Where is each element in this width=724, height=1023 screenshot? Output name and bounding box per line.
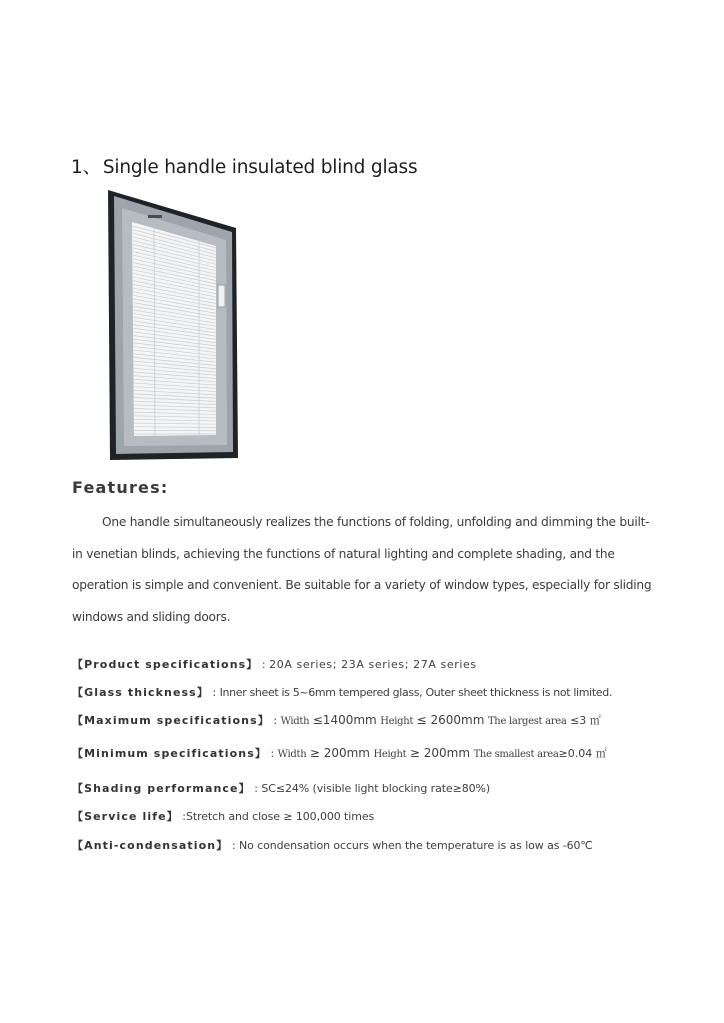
spec-width-label: Width xyxy=(277,749,307,760)
handle-icon xyxy=(218,285,225,307)
spec-product xyxy=(72,656,477,672)
spec-label: 【Maximum specifications】 xyxy=(72,714,270,727)
spec-value: No condensation occurs when the temperature is as low as -60℃ xyxy=(239,839,593,852)
spec-sep: : xyxy=(261,658,266,671)
spec-area-value: ≥0.04 ㎡ xyxy=(558,747,607,760)
spec-service-life xyxy=(72,808,374,824)
spec-value: 20A series; 23A series; 27A series xyxy=(269,658,477,671)
section-number: 1、 xyxy=(71,157,101,178)
features-paragraph xyxy=(72,507,672,633)
spec-width-value: ≤1400mm xyxy=(312,713,377,727)
spec-height-value: ≤ 2600mm xyxy=(416,713,485,727)
spec-value: Stretch and close ≥ 100,000 times xyxy=(185,810,375,823)
spec-label: 【Shading performance】 xyxy=(72,782,251,795)
product-image-window-blinds xyxy=(104,188,244,462)
features-line: windows and sliding doors. xyxy=(72,609,231,624)
spec-label: 【Minimum specifications】 xyxy=(72,747,267,760)
spec-area-label: The largest area xyxy=(487,716,567,727)
spec-shading xyxy=(72,780,490,796)
spec-sep: : xyxy=(212,686,217,699)
spec-value: Inner sheet is 5~6mm tempered glass, Outer sheet thickness is not limited. xyxy=(219,686,612,699)
spec-value: SC≤24% (visible light blocking rate≥80%) xyxy=(261,782,491,795)
spec-maximum xyxy=(72,712,601,728)
spec-label: 【Glass thickness】 xyxy=(72,686,209,699)
features-heading: Features: xyxy=(72,478,169,497)
section-title-text: Single handle insulated blind glass xyxy=(102,157,418,178)
spec-width-label: Width xyxy=(280,716,310,727)
spec-sep: : xyxy=(254,782,258,795)
spec-label: 【Anti-condensation】 xyxy=(72,839,229,852)
spec-width-value: ≥ 200mm xyxy=(309,746,370,760)
spec-label: 【Product specifications】 xyxy=(72,658,259,671)
spec-glass-thickness xyxy=(72,684,612,700)
features-line: operation is simple and convenient. Be suitable for a variety of window types, especially for sliding xyxy=(72,578,652,592)
frame-logo xyxy=(148,215,162,218)
spec-area-label: The smallest area xyxy=(473,749,559,760)
features-line: One handle simultaneously realizes the functions of folding, unfolding and dimming the built- xyxy=(102,515,650,529)
spec-minimum xyxy=(72,745,607,761)
section-title xyxy=(71,153,417,179)
spec-sep: : xyxy=(270,747,275,760)
features-line: in venetian blinds, achieving the functions of natural lighting and complete shading, and the xyxy=(72,546,615,561)
spec-sep: : xyxy=(182,810,186,823)
spec-sep: : xyxy=(273,714,278,727)
spec-area-value: ≤3 ㎡ xyxy=(570,714,601,727)
spec-height-value: ≥ 200mm xyxy=(409,746,471,760)
spec-label: 【Service life】 xyxy=(72,810,179,823)
spec-height-label: Height xyxy=(380,716,414,727)
spec-sep: : xyxy=(231,839,236,852)
spec-anti-condensation xyxy=(72,837,593,853)
spec-height-label: Height xyxy=(373,749,407,760)
